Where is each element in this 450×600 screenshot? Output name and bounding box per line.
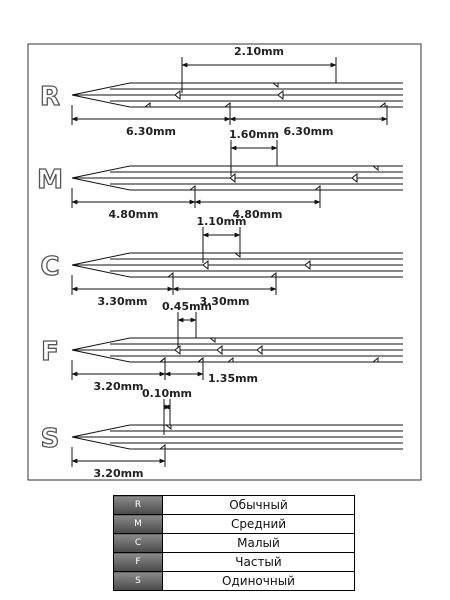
legend-code: C: [114, 534, 163, 553]
legend-code: F: [114, 553, 163, 572]
row-letter: R: [39, 82, 61, 112]
legend-row: [114, 496, 355, 515]
legend-name: Обычный: [163, 496, 355, 515]
dim-label: 4.80mm: [108, 208, 159, 221]
legend-row: [114, 534, 355, 553]
row-letter: C: [40, 252, 60, 282]
legend-code: M: [114, 515, 163, 534]
legend-name: Частый: [163, 553, 355, 572]
dim-label: 3.30mm: [97, 295, 148, 308]
dim-label: 1.35mm: [207, 372, 259, 385]
dim-label: 6.30mm: [283, 125, 334, 138]
legend-name: Малый: [163, 534, 355, 553]
dim-label: 6.30mm: [125, 125, 177, 138]
legend-code: S: [114, 572, 163, 591]
dim-label: 3.20mm: [93, 467, 144, 480]
dim-label-small: 1.10mm: [196, 215, 247, 228]
dim-label-small: 2.10mm: [233, 45, 285, 58]
dim-label: 4.80mm: [232, 208, 283, 221]
row-letter: M: [37, 165, 63, 195]
dim-label-small: 0.45mm: [161, 300, 213, 313]
dim-label-small: 1.60mm: [228, 128, 280, 141]
legend-table: [113, 495, 355, 591]
row-letter: S: [40, 424, 60, 454]
dim-label-small: 0.10mm: [141, 387, 193, 400]
dim-label: 3.20mm: [93, 380, 144, 393]
legend-row: [114, 515, 355, 534]
legend-code: R: [114, 496, 163, 515]
dim-label: 3.30mm: [199, 295, 250, 308]
legend-name: Одиночный: [163, 572, 355, 591]
row-letter: F: [41, 337, 59, 367]
legend-name: Средний: [163, 515, 355, 534]
legend-row: [114, 553, 355, 572]
legend-row: [114, 572, 355, 591]
